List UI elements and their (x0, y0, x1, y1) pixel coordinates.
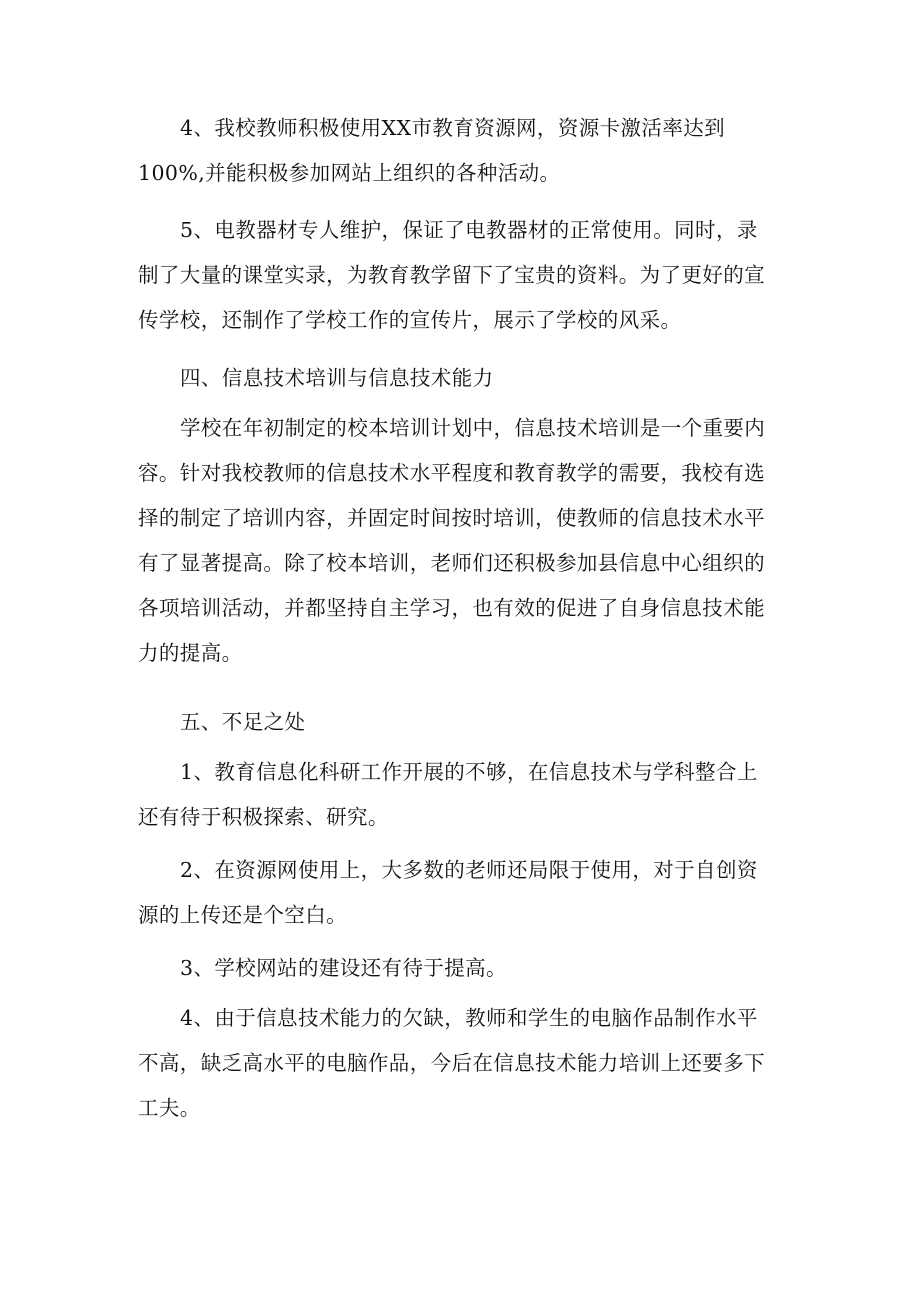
text-line: 5、电教器材专人维护，保证了电教器材的正常使用。同时，录 (180, 218, 758, 242)
section-heading-5 (138, 700, 788, 745)
text-line: 工夫。 (138, 1096, 201, 1120)
text-line: 1、教育信息化科研工作开展的不够，在信息技术与学科整合上 (180, 760, 758, 784)
heading-text: 五、不足之处 (180, 710, 306, 734)
paragraph-shortcoming-3 (138, 946, 788, 991)
text-line: 择的制定了培训内容，并固定时间按时培训，使教师的信息技术水平 (138, 506, 765, 530)
text-line: 制了大量的课堂实录，为教育教学留下了宝贵的资料。为了更好的宣 (138, 263, 765, 287)
text-line: 各项培训活动，并都坚持自主学习，也有效的促进了自身信息技术能 (138, 596, 765, 620)
text-line: 4、我校教师积极使用XX市教育资源网，资源卡激活率达到 (180, 116, 726, 140)
paragraph-item-5 (138, 208, 788, 343)
text-line: 学校在年初制定的校本培训计划中，信息技术培训是一个重要内 (180, 416, 766, 440)
section-heading-4 (138, 356, 788, 401)
text-line: 不高，缺乏高水平的电脑作品，今后在信息技术能力培训上还要多下 (138, 1051, 765, 1075)
paragraph-item-4 (138, 106, 788, 196)
text-line: 2、在资源网使用上，大多数的老师还局限于使用，对于自创资 (180, 858, 758, 882)
text-line: 3、学校网站的建设还有待于提高。 (180, 956, 507, 980)
text-line: 源的上传还是个空白。 (138, 903, 347, 927)
text-line: 有了显著提高。除了校本培训，老师们还积极参加县信息中心组织的 (138, 551, 765, 575)
paragraph-shortcoming-1 (138, 750, 788, 840)
paragraph-section-4-body (138, 406, 788, 676)
heading-text: 四、信息技术培训与信息技术能力 (180, 366, 494, 390)
text-line: 容。针对我校教师的信息技术水平程度和教育教学的需要，我校有选 (138, 461, 765, 485)
text-line: 还有待于积极探索、研究。 (138, 805, 389, 829)
paragraph-shortcoming-2 (138, 848, 788, 938)
text-line: 100%,并能积极参加网站上组织的各种活动。 (138, 161, 561, 185)
text-line: 4、由于信息技术能力的欠缺，教师和学生的电脑作品制作水平 (180, 1006, 758, 1030)
paragraph-shortcoming-4 (138, 996, 788, 1131)
text-line: 传学校，还制作了学校工作的宣传片，展示了学校的风采。 (138, 308, 682, 332)
text-line: 力的提高。 (138, 641, 243, 665)
